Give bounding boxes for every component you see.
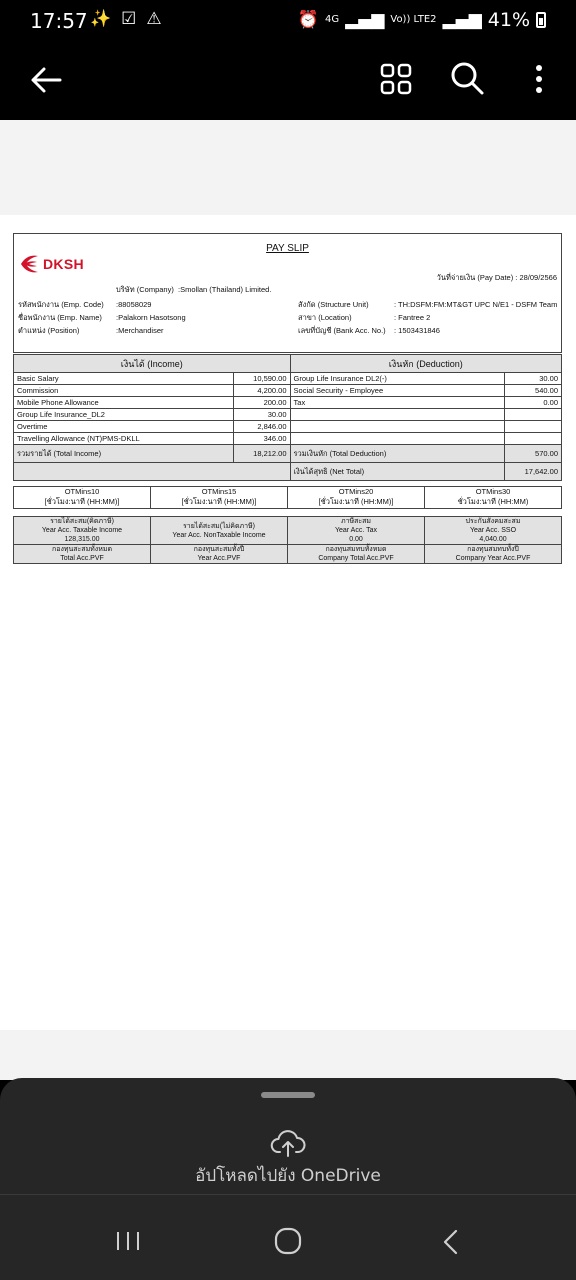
total-deduction-value: 570.00 [505, 445, 562, 463]
structure-label: สังกัด (Structure Unit) [298, 300, 369, 309]
income-deduction-table [13, 354, 562, 481]
pvf-cell: กองทุนสะสมทั้งหมด Total Acc.PVF [14, 545, 151, 564]
sheet-drag-handle[interactable] [261, 1092, 315, 1098]
more-vertical-icon[interactable] [522, 60, 556, 98]
deduction-amount [505, 433, 562, 445]
total-deduction-label: รวมเงินหัก (Total Deduction) [290, 445, 505, 463]
battery-percent: 41% [487, 9, 530, 31]
sparkle-notification-icon: ✨ [90, 9, 112, 29]
ot-cell: OTMins30 ชั่วโมง:นาที (HH:MM) [425, 487, 562, 509]
position-row [18, 325, 164, 337]
acc-cell: ประกันสังคมสะสม Year Acc. SSO 4,040.00 [425, 517, 562, 545]
overtime-table [13, 486, 562, 509]
table-row [14, 409, 562, 421]
income-item: Group Life Insurance_DL2 [14, 409, 234, 421]
location-row [298, 312, 430, 324]
deduction-amount [505, 409, 562, 421]
dksh-logo [18, 252, 84, 276]
income-item: Overtime [14, 421, 234, 433]
structure-row [298, 299, 557, 311]
divider [0, 1194, 576, 1195]
position-label: ตำแหน่ง (Position) [18, 326, 80, 335]
battery-icon [536, 12, 546, 28]
income-item: Travelling Allowance (NT)PMS-DKLL [14, 433, 234, 445]
position-value: :Merchandiser [116, 326, 164, 335]
deduction-header: เงินหัก (Deduction) [290, 355, 561, 373]
cloud-upload-icon[interactable] [270, 1128, 306, 1158]
income-amount: 4,200.00 [233, 385, 290, 397]
upload-onedrive-button[interactable]: อัปโหลดไปยัง OneDrive [195, 1166, 381, 1186]
company-value: :Smollan (Thailand) Limited. [178, 285, 272, 294]
network-type: 4G [325, 14, 340, 25]
net-total-value: 17,642.00 [505, 463, 562, 481]
recent-apps-icon[interactable] [115, 1230, 141, 1252]
income-amount: 2,846.00 [233, 421, 290, 433]
company-label: บริษัท (Company) [116, 285, 174, 294]
pay-slip [13, 233, 562, 564]
deduction-amount: 540.00 [505, 385, 562, 397]
table-row [14, 397, 562, 409]
bank-label: เลขที่บัญชี (Bank Acc. No.) [298, 326, 386, 335]
system-nav-bar [0, 1196, 576, 1280]
brand-name: DKSH [43, 256, 84, 272]
location-label: สาขา (Location) [298, 313, 352, 322]
alarm-icon: ⏰ [297, 10, 320, 30]
doc-title: PAY SLIP [266, 243, 309, 254]
deduction-item [290, 409, 505, 421]
signal-icon-2: ▂▄▆ [442, 10, 482, 30]
net-total-label: เงินได้สุทธิ (Net Total) [290, 463, 505, 481]
income-amount: 10,590.00 [233, 373, 290, 385]
structure-value: : TH:DSFM:FM:MT&GT UPC N/E1 - DSFM Team [394, 300, 558, 309]
emp-name-value: :Palakorn Hasotsong [116, 313, 186, 322]
grid-icon[interactable] [378, 61, 414, 97]
table-row [14, 385, 562, 397]
emp-name-row [18, 312, 186, 324]
emp-code-label: รหัสพนักงาน (Emp. Code) [18, 300, 104, 309]
table-row [14, 433, 562, 445]
bank-row [298, 325, 440, 337]
acc-cell: รายได้สะสม(ไม่คิดภาษี) Year Acc. NonTaxable Income [151, 517, 288, 545]
pay-date: วันที่จ่ายเงิน (Pay Date) : 28/09/2566 [436, 273, 557, 282]
emp-name-label: ชื่อพนักงาน (Emp. Name) [18, 313, 102, 322]
signal-icon: ▂▄▆ [345, 10, 385, 30]
dksh-logo-icon [18, 252, 40, 276]
app-bar [0, 42, 576, 120]
income-item: Commission [14, 385, 234, 397]
deduction-item: Group Life Insurance DL2(-) [290, 373, 505, 385]
ot-cell: OTMins15 [ชั่วโมง:นาที (HH:MM)] [151, 487, 288, 509]
income-amount: 346.00 [233, 433, 290, 445]
income-amount: 30.00 [233, 409, 290, 421]
deduction-amount: 0.00 [505, 397, 562, 409]
ot-cell: OTMins20 [ชั่วโมง:นาที (HH:MM)] [288, 487, 425, 509]
total-income-label: รวมรายได้ (Total Income) [14, 445, 234, 463]
deduction-item [290, 421, 505, 433]
acc-cell: รายได้สะสม(คิดภาษี) Year Acc. Taxable Income 128,315.00 [14, 517, 151, 545]
deduction-item: Social Security - Employee [290, 385, 505, 397]
pvf-cell: กองทุนสมทบทั้งหมด Company Total Acc.PVF [288, 545, 425, 564]
totals-row [14, 445, 562, 463]
company [116, 284, 271, 296]
pvf-cell: กองทุนสะสมทั้งปี Year Acc.PVF [151, 545, 288, 564]
pay-slip-header [13, 233, 562, 353]
emp-code-value: :88058029 [116, 300, 152, 309]
acc-cell: ภาษีสะสม Year Acc. Tax 0.00 [288, 517, 425, 545]
deduction-amount: 30.00 [505, 373, 562, 385]
warning-icon: ⚠ [146, 9, 162, 29]
total-income-value: 18,212.00 [233, 445, 290, 463]
bank-value: : 1503431846 [394, 326, 440, 335]
ot-cell: OTMins10 [ชั่วโมง:นาที (HH:MM)] [14, 487, 151, 509]
deduction-amount [505, 421, 562, 433]
lte-label: Vo)) LTE2 [390, 14, 437, 25]
income-item: Basic Salary [14, 373, 234, 385]
table-row [14, 373, 562, 385]
arrow-left-icon[interactable] [26, 60, 66, 100]
status-bar [0, 0, 576, 42]
income-amount: 200.00 [233, 397, 290, 409]
emp-code-row [18, 299, 151, 311]
pdf-page [0, 215, 576, 1030]
income-item: Mobile Phone Allowance [14, 397, 234, 409]
table-row [14, 421, 562, 433]
nav-back-icon[interactable] [438, 1228, 462, 1256]
income-header: เงินได้ (Income) [14, 355, 291, 373]
net-total-row [14, 463, 562, 481]
deduction-item: Tax [290, 397, 505, 409]
home-icon[interactable] [272, 1226, 304, 1256]
document-viewer[interactable] [0, 120, 576, 1080]
accumulated-table [13, 516, 562, 564]
pvf-cell: กองทุนสมทบทั้งปี Company Year Acc.PVF [425, 545, 562, 564]
search-icon[interactable] [448, 59, 486, 97]
checkbox-notification-icon: ☑ [121, 9, 137, 29]
status-time: 17:57 [30, 9, 88, 33]
location-value: : Fantree 2 [394, 313, 431, 322]
deduction-item [290, 433, 505, 445]
